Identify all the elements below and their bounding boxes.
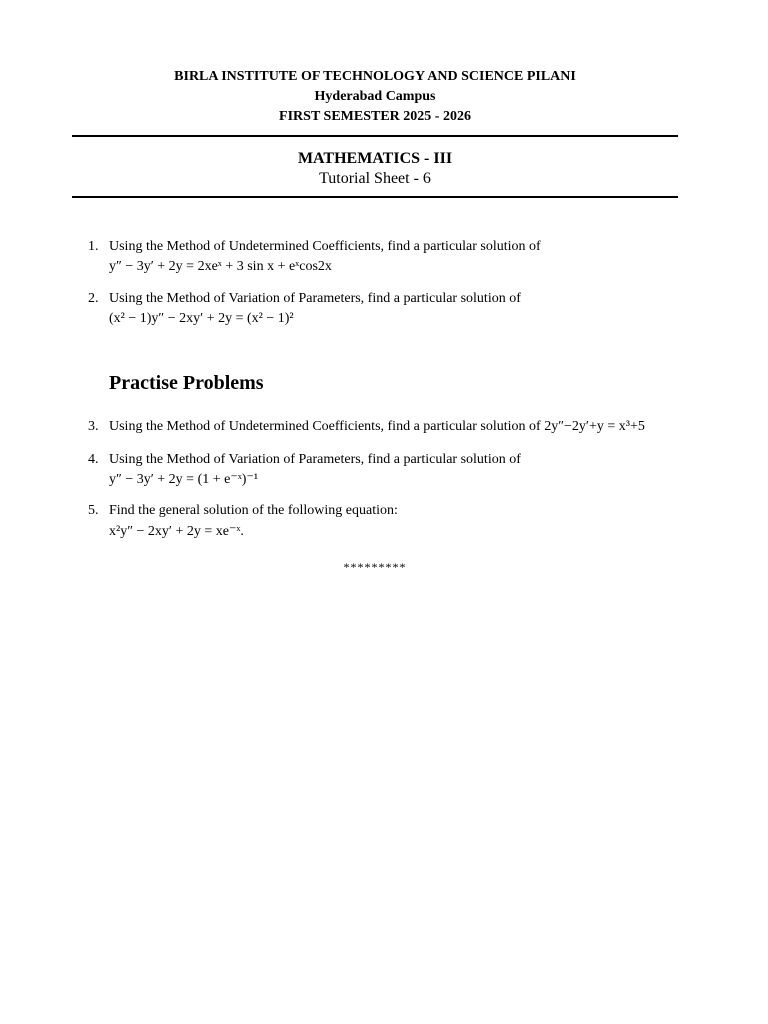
- question-text: Using the Method of Variation of Parameters, find a particular solution of: [109, 452, 521, 467]
- question-equation: x²y″ − 2xy′ + 2y = xe⁻ˣ.: [109, 524, 244, 539]
- course-title: MATHEMATICS - III: [297, 150, 453, 167]
- question-text: Find the general solution of the following equation:: [109, 503, 398, 518]
- top-divider: [72, 135, 678, 137]
- question-text: Using the Method of Variation of Parameters, find a particular solution of: [109, 291, 521, 306]
- question-number: 1.: [88, 239, 99, 254]
- question-number: 3.: [88, 419, 99, 434]
- campus-name: Hyderabad Campus: [314, 89, 436, 104]
- practise-heading: Practise Problems: [109, 372, 264, 394]
- semester-label: FIRST SEMESTER 2025 - 2026: [279, 109, 471, 124]
- question-number: 4.: [88, 452, 99, 467]
- bottom-divider: [72, 196, 678, 198]
- institute-name: BIRLA INSTITUTE OF TECHNOLOGY AND SCIENCE PILANI: [174, 69, 576, 84]
- question-text: Using the Method of Undetermined Coefficients, find a particular solution of: [109, 419, 541, 434]
- question-equation: y″ − 3y′ + 2y = 2xeˣ + 3 sin x + eˣcos2x: [109, 259, 332, 274]
- question-number: 5.: [88, 503, 99, 518]
- end-marker: *********: [343, 560, 407, 574]
- sheet-title: Tutorial Sheet - 6: [319, 170, 431, 187]
- question-equation: 2y″−2y′+y = x³+5: [544, 419, 645, 434]
- question-text: Using the Method of Undetermined Coefficients, find a particular solution of: [109, 239, 541, 254]
- question-number: 2.: [88, 291, 99, 306]
- question-equation: (x² − 1)y″ − 2xy′ + 2y = (x² − 1)²: [109, 311, 294, 326]
- question-equation: y″ − 3y′ + 2y = (1 + e⁻ˣ)⁻¹: [109, 472, 259, 487]
- question-line: [109, 419, 645, 435]
